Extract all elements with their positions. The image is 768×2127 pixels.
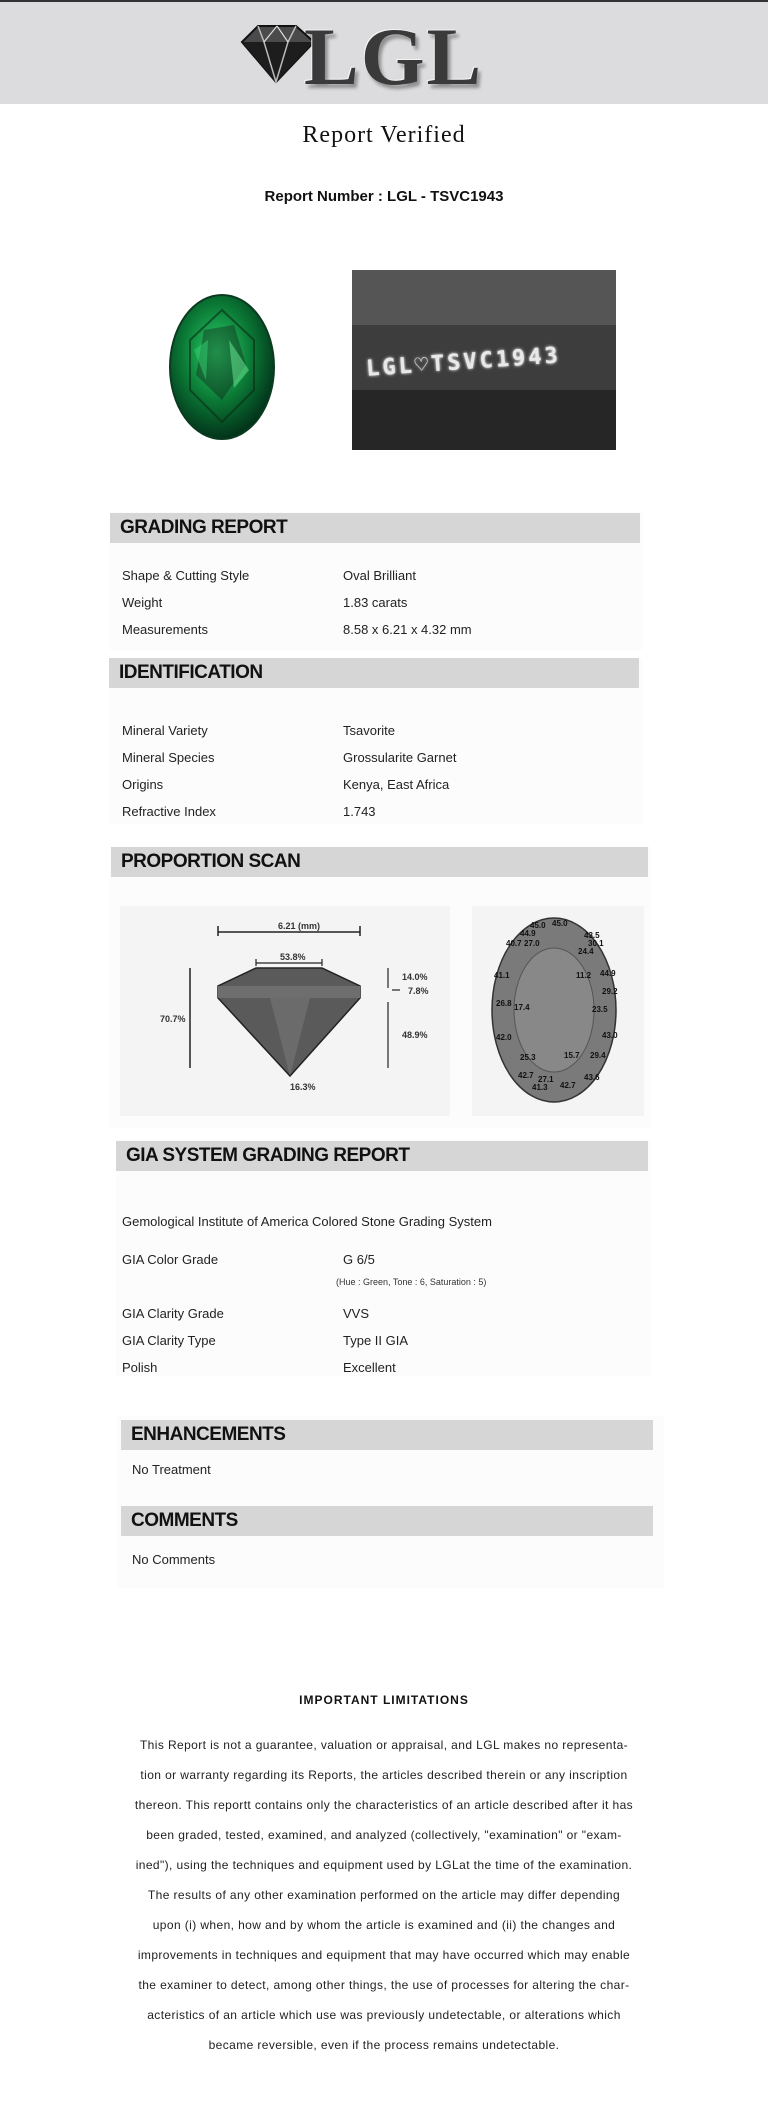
top-view-svg [472, 906, 644, 1116]
comments-heading: COMMENTS [121, 1506, 653, 1536]
limitations-heading: IMPORTANT LIMITATIONS [299, 1693, 469, 1707]
table-label: 53.8% [280, 952, 306, 962]
top-view-value: 29.2 [602, 987, 618, 996]
grading-heading: GRADING REPORT [110, 513, 640, 543]
enhancements-text: No Treatment [132, 1462, 211, 1477]
top-view-value: 43.6 [584, 1073, 600, 1082]
row-label: GIA Clarity Grade [122, 1306, 224, 1321]
culet-label: 16.3% [290, 1082, 316, 1092]
inscription-photo [352, 270, 616, 450]
top-view-value: 42.7 [560, 1081, 576, 1090]
row-label: Refractive Index [122, 804, 216, 819]
logo-text: LGL [304, 11, 484, 102]
limitations-line: improvements in techniques and equipment that may have occurred which may enable [137, 1948, 631, 1962]
top-view-value: 45.0 [552, 919, 568, 928]
row-label: GIA Clarity Type [122, 1333, 216, 1348]
row-value: Excellent [343, 1360, 396, 1375]
row-label: Shape & Cutting Style [122, 568, 250, 583]
limitations-line: ined"), using the techniques and equipment used by LGLat the time of the examination. [135, 1858, 633, 1872]
row-value: VVS [343, 1306, 370, 1321]
top-view-value: 42.0 [496, 1033, 512, 1042]
top-view-value: 30.1 [588, 939, 604, 948]
top-view-value: 27.1 [538, 1075, 554, 1084]
proportion-heading: PROPORTION SCAN [111, 847, 648, 877]
identification-heading: IDENTIFICATION [109, 658, 639, 688]
gia-system-line: Gemological Institute of America Colored Stone Grading System [122, 1214, 492, 1229]
row-value: G 6/5 [343, 1252, 375, 1267]
row-value: Grossularite Garnet [343, 750, 457, 765]
top-view-value: 11.2 [576, 971, 592, 980]
laser-inscription: LGL♡TSVC1943 [365, 343, 562, 382]
side-profile-diagram [120, 906, 450, 1116]
comments-text: No Comments [132, 1552, 216, 1567]
top-view-value: 43.5 [584, 931, 600, 940]
pavilion-label: 48.9% [402, 1030, 428, 1040]
row-value: Oval Brilliant [343, 568, 416, 583]
top-view-value: 45.0 [530, 921, 546, 930]
row-label: Mineral Species [122, 750, 215, 765]
top-view-value: 23.5 [592, 1005, 608, 1014]
row-value: Type II GIA [343, 1333, 409, 1348]
limitations-line: upon (i) when, how and by whom the article is examined and (ii) the changes and [152, 1918, 616, 1932]
top-view-value: 26.8 [496, 999, 512, 1008]
top-view-diagram [472, 906, 644, 1116]
top-view-value: 43.0 [602, 1031, 618, 1040]
width-label: 6.21 (mm) [278, 921, 321, 931]
row-value: 1.83 carats [343, 595, 408, 610]
report-number: Report Number : LGL - TSVC1943 [264, 188, 504, 205]
row-value: 8.58 x 6.21 x 4.32 mm [343, 622, 472, 637]
header-banner [0, 2, 768, 104]
row-label: Polish [122, 1360, 158, 1375]
limitations-line: The results of any other examination performed on the article may differ depending [147, 1888, 621, 1902]
top-view-value: 41.1 [494, 971, 510, 980]
top-view-value: 40.7 [506, 939, 522, 948]
limitations-line: acteristics of an article which use was previously undetectable, or alterations which [147, 2008, 621, 2022]
page-title: Report Verified [302, 122, 466, 148]
row-value: Tsavorite [343, 723, 396, 738]
gem-photo [134, 270, 324, 460]
top-view-value: 44.9 [600, 969, 616, 978]
row-label: GIA Color Grade [122, 1252, 219, 1267]
crown-label: 14.0% [402, 972, 428, 982]
enhancements-heading: ENHANCEMENTS [121, 1420, 653, 1450]
top-view-value: 44.9 [520, 929, 536, 938]
top-view-value: 25.3 [520, 1053, 536, 1062]
side-profile-svg [120, 906, 450, 1116]
girdle-label: 7.8% [408, 986, 429, 996]
limitations-line: This Report is not a guarantee, valuation or appraisal, and LGL makes no representa- [139, 1738, 629, 1752]
top-view-value: 42.7 [518, 1071, 534, 1080]
limitations-line: the examiner to detect, among other things, the use of processes for altering the char- [138, 1978, 630, 1992]
row-value: Kenya, East Africa [343, 777, 450, 792]
total-depth-label: 70.7% [160, 1014, 186, 1024]
top-view-value: 29.4 [590, 1051, 606, 1060]
top-view-value: 15.7 [564, 1051, 580, 1060]
top-view-value: 41.3 [532, 1083, 548, 1092]
limitations-line: been graded, tested, examined, and analyzed (collectively, "examination" or "exam- [146, 1828, 622, 1842]
gia-heading: GIA SYSTEM GRADING REPORT [116, 1141, 648, 1171]
top-view-value: 17.4 [514, 1003, 530, 1012]
top-view-value: 27.0 [524, 939, 540, 948]
row-value: 1.743 [343, 804, 376, 819]
oval-gem-image [134, 270, 324, 460]
row-label: Measurements [122, 622, 208, 637]
row-label: Weight [122, 595, 163, 610]
limitations-line: became reversible, even if the process remains undetectable. [208, 2038, 560, 2052]
row-label: Mineral Variety [122, 723, 208, 738]
row-label: Origins [122, 777, 164, 792]
top-view-value: 24.4 [578, 947, 594, 956]
color-grade-note: (Hue : Green, Tone : 6, Saturation : 5) [336, 1277, 487, 1287]
limitations-line: thereon. This reportt contains only the characteristics of an article described after it has [134, 1798, 634, 1812]
limitations-line: tion or warranty regarding its Reports, the articles described therein or any inscription [140, 1768, 628, 1782]
lgl-logo[interactable] [234, 11, 494, 102]
